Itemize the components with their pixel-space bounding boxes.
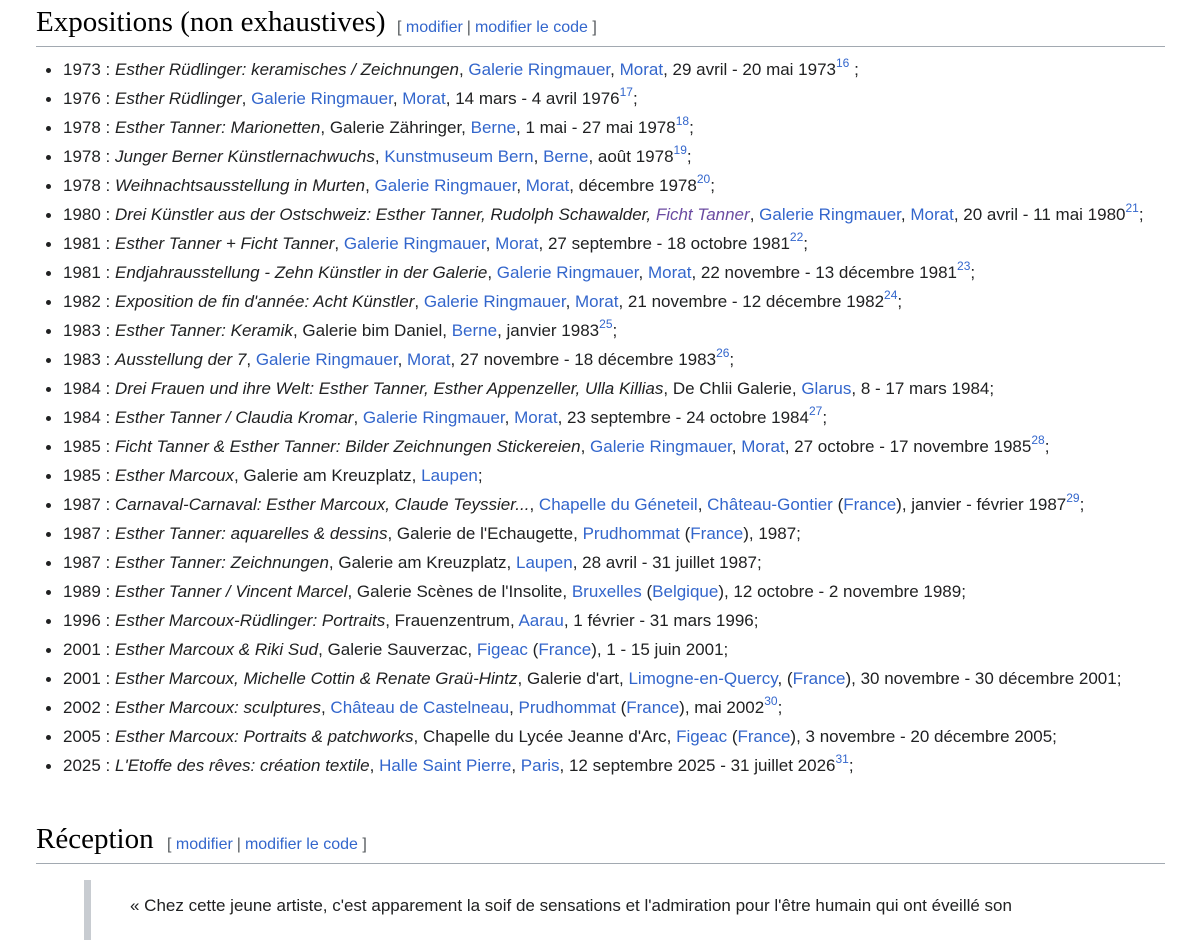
- item-text: ,: [504, 408, 515, 427]
- wiki-link[interactable]: Halle Saint Pierre: [379, 756, 512, 775]
- wiki-link[interactable]: Paris: [520, 756, 560, 775]
- item-text: ,: [241, 89, 252, 108]
- exhibition-title: L'Etoffe des rêves: création textile: [115, 756, 370, 775]
- item-text: ;: [689, 118, 694, 137]
- item-text: 1996 :: [63, 611, 115, 630]
- wiki-link[interactable]: Berne: [543, 147, 589, 166]
- exhibition-title: Esther Marcoux-Rüdlinger: Portraits: [115, 611, 386, 630]
- item-text: , 22 novembre - 13 décembre 1981: [691, 263, 958, 282]
- item-text: , (: [777, 669, 793, 688]
- exposition-item: [36, 432, 1146, 461]
- item-text: , Galerie am Kreuzplatz,: [328, 553, 516, 572]
- item-text: , Galerie d'art,: [517, 669, 629, 688]
- reference-sup: [676, 114, 689, 128]
- bullet-icon: [46, 242, 51, 247]
- item-text: 2025 :: [63, 756, 115, 775]
- bullet-icon: [46, 590, 51, 595]
- item-text: , 27 novembre - 18 décembre 1983: [450, 350, 717, 369]
- exposition-item: [36, 142, 1146, 171]
- item-text: ), mai 2002: [679, 698, 765, 717]
- exposition-item: [36, 55, 1146, 84]
- exhibition-title: Junger Berner Künstlernachwuchs: [115, 147, 375, 166]
- bullet-icon: [46, 271, 51, 276]
- item-text: ;: [897, 292, 903, 311]
- exhibition-title: Esther Marcoux: [115, 466, 235, 485]
- wiki-link[interactable]: Aarau: [518, 611, 564, 630]
- item-text: ;: [970, 263, 976, 282]
- reference-link[interactable]: 30: [764, 694, 778, 708]
- exhibition-title: Carnaval-Carnaval: Esther Marcoux, Claude Teyssier...: [115, 495, 530, 514]
- exhibition-title: Esther Rüdlinger: [115, 89, 242, 108]
- exhibition-title: Esther Tanner / Vincent Marcel: [115, 582, 348, 601]
- reference-link[interactable]: 20: [696, 172, 711, 186]
- item-text: , Galerie de l'Echaugette,: [387, 524, 583, 543]
- exhibition-title: Esther Rüdlinger: keramisches / Zeichnungen: [115, 60, 459, 79]
- reference-link[interactable]: 19: [673, 143, 687, 157]
- reference-link[interactable]: 22: [789, 230, 804, 244]
- item-text: ,: [392, 89, 403, 108]
- wiki-link[interactable]: Morat: [647, 263, 692, 282]
- wiki-link[interactable]: France: [538, 640, 592, 659]
- bullet-icon: [46, 764, 51, 769]
- reference-sup: [674, 143, 687, 157]
- item-text: ), 12 octobre - 2 novembre 1989;: [718, 582, 966, 601]
- wiki-link[interactable]: Prudhommat: [582, 524, 680, 543]
- item-text: ,: [397, 350, 408, 369]
- bullet-icon: [46, 648, 51, 653]
- exhibition-title: Esther Tanner: aquarelles & dessins: [115, 524, 388, 543]
- item-text: ,: [511, 756, 521, 775]
- item-text: (: [727, 727, 738, 746]
- item-text: , 20 avril - 11 mai 1980: [953, 205, 1126, 224]
- exposition-item: [36, 577, 1146, 606]
- item-text: 1981 :: [63, 263, 115, 282]
- reference-sup: [1031, 433, 1044, 447]
- item-text: , 8 - 17 mars 1984;: [851, 379, 995, 398]
- exposition-item: [36, 664, 1146, 693]
- item-text: ,: [580, 437, 591, 456]
- exposition-item: [36, 345, 1146, 374]
- reference-link[interactable]: 27: [808, 404, 823, 418]
- item-text: 1987 :: [63, 524, 115, 543]
- wiki-link[interactable]: Chapelle du Géneteil: [538, 495, 698, 514]
- reference-sup: [716, 346, 729, 360]
- item-text: ,: [509, 698, 519, 717]
- item-text: ,: [533, 147, 544, 166]
- item-text: ,: [353, 408, 363, 427]
- item-text: 1984 :: [63, 408, 115, 427]
- wiki-link[interactable]: Galerie Ringmauer: [255, 350, 398, 369]
- item-text: ,: [565, 292, 576, 311]
- item-text: 1981 :: [63, 234, 115, 253]
- exposition-item: [36, 258, 1146, 287]
- item-text: ,: [731, 437, 742, 456]
- exposition-item: [36, 171, 1146, 200]
- item-text: ), 1987;: [743, 524, 801, 543]
- exhibition-title: Esther Tanner + Ficht Tanner: [115, 234, 335, 253]
- exhibition-title: Drei Künstler aus der Ostschweiz: Esther Tanner, Rudolph Schawalder,: [115, 205, 656, 224]
- bullet-icon: [46, 213, 51, 218]
- wiki-link[interactable]: Laupen: [421, 466, 478, 485]
- item-text: 1978 :: [63, 176, 115, 195]
- bullet-icon: [46, 474, 51, 479]
- wiki-link[interactable]: Prudhommat: [518, 698, 616, 717]
- exposition-item: [36, 84, 1146, 113]
- item-text: , décembre 1978: [569, 176, 697, 195]
- quote-text: « Chez cette jeune artiste, c'est apparement la soif de sensations et l'admiration pour l'être humain qui ont éveillé son: [130, 896, 1012, 915]
- wiki-link[interactable]: Morat: [407, 350, 451, 369]
- exhibition-title: Exposition de fin d'année: Acht Künstler: [115, 292, 415, 311]
- item-text: ;: [1044, 437, 1050, 456]
- item-text: 1976 :: [63, 89, 115, 108]
- wiki-link[interactable]: Morat: [525, 176, 570, 195]
- item-text: 1980 :: [63, 205, 115, 224]
- item-text: ,: [749, 205, 760, 224]
- item-text: , Galerie Scènes de l'Insolite,: [347, 582, 572, 601]
- item-text: ;: [710, 176, 715, 195]
- exhibition-title: Esther Tanner: Keramik: [115, 321, 293, 340]
- wiki-link[interactable]: Galerie Ringmauer: [468, 60, 611, 79]
- item-text: 1973 :: [63, 60, 115, 79]
- bullet-icon: [46, 619, 51, 624]
- section-title: Réception: [36, 823, 154, 855]
- item-text: 1985 :: [63, 437, 115, 456]
- exhibition-title: Esther Marcoux: Portraits & patchworks: [115, 727, 414, 746]
- item-text: (: [679, 524, 691, 543]
- item-text: 2001 :: [63, 669, 115, 688]
- wiki-link[interactable]: Berne: [470, 118, 517, 137]
- item-text: , Galerie bim Daniel,: [292, 321, 452, 340]
- item-text: , Galerie Zähringer,: [320, 118, 471, 137]
- wiki-link[interactable]: Galerie Ringmauer: [496, 263, 639, 282]
- exposition-item: [36, 316, 1146, 345]
- item-text: ;: [848, 756, 854, 775]
- reference-sup: [1066, 491, 1079, 505]
- exhibition-title: Esther Tanner: Zeichnungen: [115, 553, 329, 572]
- bullet-icon: [46, 706, 51, 711]
- exhibition-title: Weihnachtsausstellung in Murten: [115, 176, 366, 195]
- item-text: ,: [374, 147, 385, 166]
- wiki-link[interactable]: Château-Gontier: [707, 495, 833, 514]
- wiki-link[interactable]: Galerie Ringmauer: [343, 234, 486, 253]
- edit-section-links: [ modifier | modifier le code ]: [397, 19, 597, 36]
- bullet-icon: [46, 358, 51, 363]
- item-text: , 27 septembre - 18 octobre 1981: [538, 234, 790, 253]
- exposition-item: [36, 751, 1146, 780]
- item-text: , 29 avril - 20 mai 1973: [663, 60, 836, 79]
- exposition-item: [36, 113, 1146, 142]
- item-text: , Chapelle du Lycée Jeanne d'Arc,: [413, 727, 677, 746]
- item-text: 1983 :: [63, 321, 115, 340]
- item-text: ;: [777, 698, 783, 717]
- item-text: ), janvier - février 1987: [896, 495, 1067, 514]
- exhibition-title: Ausstellung der 7: [115, 350, 247, 369]
- exposition-item: [36, 403, 1146, 432]
- bullet-icon: [46, 155, 51, 160]
- section-title: Expositions (non exhaustives): [36, 6, 386, 38]
- bullet-icon: [46, 387, 51, 392]
- wiki-link[interactable]: Ficht Tanner: [655, 205, 750, 224]
- section-heading-expositions: [36, 0, 1165, 47]
- exhibition-title: Endjahrausstellung - Zehn Künstler in der Galerie: [115, 263, 488, 282]
- wiki-link[interactable]: Bruxelles: [571, 582, 642, 601]
- item-text: ,: [334, 234, 344, 253]
- wiki-link[interactable]: Laupen: [515, 553, 573, 572]
- item-text: ;: [612, 321, 618, 340]
- wiki-link[interactable]: Figeac: [676, 727, 728, 746]
- bullet-icon: [46, 532, 51, 537]
- item-text: ;: [849, 60, 859, 79]
- wiki-link[interactable]: Morat: [495, 234, 539, 253]
- wiki-link[interactable]: France: [690, 524, 744, 543]
- item-text: ,: [697, 495, 708, 514]
- item-text: , 12 septembre 2025 - 31 juillet 2026: [559, 756, 836, 775]
- wiki-link[interactable]: Figeac: [476, 640, 528, 659]
- item-text: ;: [1138, 205, 1144, 224]
- item-text: ,: [246, 350, 256, 369]
- wiki-link[interactable]: Morat: [402, 89, 446, 108]
- item-text: 1978 :: [63, 118, 115, 137]
- bullet-icon: [46, 329, 51, 334]
- item-text: 2001 :: [63, 640, 115, 659]
- reference-sup: [790, 230, 803, 244]
- wiki-link[interactable]: Galerie Ringmauer: [423, 292, 566, 311]
- reference-link[interactable]: 26: [716, 346, 730, 360]
- reference-link[interactable]: 18: [675, 114, 690, 128]
- item-text: , Galerie am Kreuzplatz,: [234, 466, 422, 485]
- expositions-list: [36, 55, 1146, 780]
- exposition-item: [36, 287, 1146, 316]
- reference-sup: [836, 56, 849, 70]
- reference-link[interactable]: 28: [1031, 433, 1045, 447]
- item-text: ,: [638, 263, 648, 282]
- bullet-icon: [46, 126, 51, 131]
- item-text: , 27 octobre - 17 novembre 1985: [784, 437, 1032, 456]
- item-text: ,: [320, 698, 331, 717]
- item-text: 1989 :: [63, 582, 115, 601]
- item-text: , Frauenzentrum,: [385, 611, 519, 630]
- wiki-link[interactable]: Morat: [741, 437, 785, 456]
- item-text: ,: [414, 292, 424, 311]
- item-text: ,: [487, 263, 497, 282]
- wiki-link[interactable]: Morat: [910, 205, 954, 224]
- bullet-icon: [46, 300, 51, 305]
- reference-link[interactable]: 23: [957, 259, 971, 273]
- item-text: 1984 :: [63, 379, 115, 398]
- wiki-link[interactable]: Galerie Ringmauer: [590, 437, 732, 456]
- exposition-item: [36, 606, 1146, 635]
- wiki-link[interactable]: Morat: [575, 292, 619, 311]
- reference-link[interactable]: 31: [835, 752, 849, 766]
- item-text: ), 1 - 15 juin 2001;: [591, 640, 729, 659]
- exposition-item: [36, 635, 1146, 664]
- wiki-link[interactable]: France: [843, 495, 897, 514]
- item-text: ;: [729, 350, 735, 369]
- item-text: ;: [803, 234, 809, 253]
- item-text: (: [832, 495, 844, 514]
- wiki-link[interactable]: Château de Castelneau: [330, 698, 510, 717]
- bullet-icon: [46, 416, 51, 421]
- item-text: , 28 avril - 31 juillet 1987;: [572, 553, 762, 572]
- edit-source-link[interactable]: modifier le code: [244, 836, 358, 853]
- item-text: , janvier 1983: [497, 321, 600, 340]
- exhibition-title: Ficht Tanner & Esther Tanner: Bilder Zeichnungen Stickereien: [115, 437, 581, 456]
- reference-link[interactable]: 29: [1066, 491, 1080, 505]
- wiki-link[interactable]: Belgique: [652, 582, 719, 601]
- exposition-item: [36, 490, 1146, 519]
- item-text: ), 30 novembre - 30 décembre 2001;: [845, 669, 1122, 688]
- wiki-link[interactable]: France: [737, 727, 791, 746]
- reference-sup: [884, 288, 897, 302]
- item-text: ,: [529, 495, 539, 514]
- exhibition-title: Esther Marcoux, Michelle Cottin & Renate Graü-Hintz: [115, 669, 518, 688]
- item-text: , 23 septembre - 24 octobre 1984: [557, 408, 809, 427]
- item-text: ;: [477, 466, 483, 485]
- exhibition-title: Drei Frauen und ihre Welt: Esther Tanner, Esther Appenzeller, Ulla Killias: [115, 379, 664, 398]
- reference-link[interactable]: 17: [619, 85, 633, 99]
- reference-link[interactable]: 21: [1125, 201, 1139, 215]
- reference-sup: [620, 85, 633, 99]
- item-text: (: [615, 698, 627, 717]
- bullet-icon: [46, 503, 51, 508]
- reference-sup: [697, 172, 710, 186]
- wiki-link[interactable]: France: [626, 698, 680, 717]
- item-text: 2002 :: [63, 698, 115, 717]
- item-text: ;: [632, 89, 638, 108]
- reference-sup: [1125, 201, 1138, 215]
- reference-sup: [836, 752, 849, 766]
- wiki-link[interactable]: Galerie Ringmauer: [759, 205, 901, 224]
- wiki-link[interactable]: Morat: [514, 408, 558, 427]
- item-text: ;: [822, 408, 828, 427]
- exposition-item: [36, 200, 1146, 229]
- exposition-item: [36, 548, 1146, 577]
- item-text: ;: [686, 147, 692, 166]
- edit-link[interactable]: modifier: [405, 19, 463, 36]
- exposition-item: [36, 461, 1146, 490]
- reference-sup: [809, 404, 822, 418]
- wiki-link[interactable]: Galerie Ringmauer: [362, 408, 505, 427]
- reference-link[interactable]: 24: [884, 288, 898, 302]
- item-text: , 1 février - 31 mars 1996;: [563, 611, 759, 630]
- bullet-icon: [46, 735, 51, 740]
- item-text: , 21 novembre - 12 décembre 1982: [618, 292, 885, 311]
- reference-link[interactable]: 16: [836, 56, 850, 70]
- item-text: 1978 :: [63, 147, 115, 166]
- wiki-link[interactable]: Limogne-en-Quercy: [628, 669, 778, 688]
- edit-section-links: [ modifier | modifier le code ]: [167, 836, 367, 853]
- exposition-item: [36, 693, 1146, 722]
- edit-source-link[interactable]: modifier le code: [474, 19, 588, 36]
- wiki-link[interactable]: Glarus: [801, 379, 852, 398]
- reference-sup: [957, 259, 970, 273]
- item-text: ;: [1079, 495, 1085, 514]
- exhibition-title: Esther Tanner / Claudia Kromar: [115, 408, 354, 427]
- item-text: 2005 :: [63, 727, 115, 746]
- bullet-icon: [46, 445, 51, 450]
- exposition-item: [36, 374, 1146, 403]
- exposition-item: [36, 722, 1146, 751]
- item-text: 1982 :: [63, 292, 115, 311]
- exposition-item: [36, 519, 1146, 548]
- item-text: 1985 :: [63, 466, 115, 485]
- edit-link[interactable]: modifier: [175, 836, 233, 853]
- item-text: ,: [369, 756, 380, 775]
- item-text: ,: [610, 60, 620, 79]
- item-text: ), 3 novembre - 20 décembre 2005;: [790, 727, 1057, 746]
- bullet-icon: [46, 68, 51, 73]
- reference-sup: [599, 317, 612, 331]
- item-text: 1987 :: [63, 495, 115, 514]
- item-text: (: [641, 582, 653, 601]
- item-text: , De Chlii Galerie,: [663, 379, 802, 398]
- wiki-link[interactable]: Kunstmuseum Bern: [384, 147, 534, 166]
- bullet-icon: [46, 97, 51, 102]
- wiki-link[interactable]: Morat: [619, 60, 664, 79]
- reference-sup: [764, 694, 777, 708]
- item-text: , août 1978: [588, 147, 674, 166]
- section-heading-reception: [36, 817, 1165, 864]
- exhibition-title: Esther Marcoux & Riki Sud: [115, 640, 319, 659]
- wiki-link[interactable]: France: [792, 669, 846, 688]
- item-text: 1987 :: [63, 553, 115, 572]
- item-text: ,: [365, 176, 375, 195]
- bullet-icon: [46, 561, 51, 566]
- item-text: , Galerie Sauverzac,: [318, 640, 477, 659]
- item-text: (: [527, 640, 539, 659]
- item-text: , 1 mai - 27 mai 1978: [516, 118, 676, 137]
- bullet-icon: [46, 184, 51, 189]
- item-text: , 14 mars - 4 avril 1976: [445, 89, 620, 108]
- exposition-item: [36, 229, 1146, 258]
- reception-blockquote: [84, 880, 1164, 940]
- exhibition-title: Esther Tanner: Marionetten: [115, 118, 321, 137]
- reference-link[interactable]: 25: [599, 317, 613, 331]
- item-text: ,: [485, 234, 496, 253]
- wiki-link[interactable]: Berne: [451, 321, 498, 340]
- item-text: ,: [900, 205, 911, 224]
- item-text: 1983 :: [63, 350, 115, 369]
- wiki-link[interactable]: Galerie Ringmauer: [374, 176, 517, 195]
- item-text: ,: [458, 60, 469, 79]
- wiki-link[interactable]: Galerie Ringmauer: [251, 89, 393, 108]
- exhibition-title: Esther Marcoux: sculptures: [115, 698, 321, 717]
- bullet-icon: [46, 677, 51, 682]
- item-text: ,: [516, 176, 526, 195]
